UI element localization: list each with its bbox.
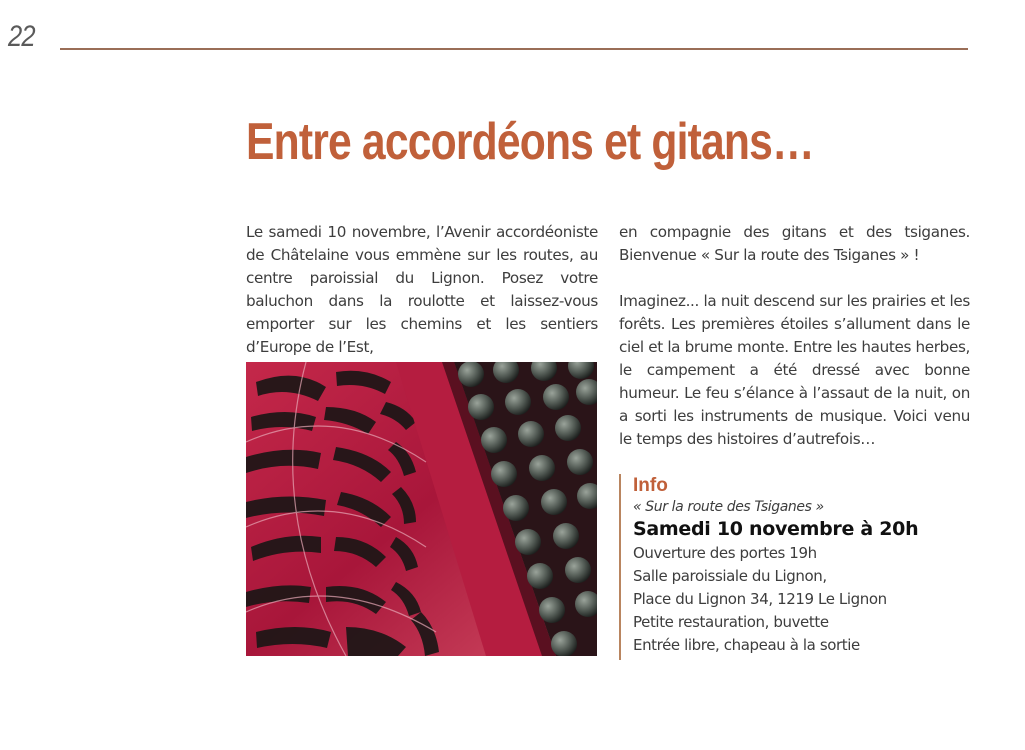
info-line: Ouverture des portes 19h [633, 544, 817, 562]
left-column [246, 221, 598, 359]
paragraph: Le samedi 10 novembre, l’Avenir accordéoniste de Châtelaine vous emmène sur les routes, au centre paroissial du Lignon. Posez votre baluchon dans la roulotte et laissez-vous emporter sur les chemins et les sentiers d’Europe de l’Est, [246, 223, 598, 356]
info-heading: Info [633, 475, 668, 496]
accordion-photo [246, 362, 597, 656]
info-line: Petite restauration, buvette [633, 613, 829, 631]
paragraph: Imaginez... la nuit descend sur les prairies et les forêts. Les premières étoiles s’allument dans le ciel et la brume monte. Entre les hautes herbes, le campement a été dressé avec bonne humeur. Le feu s’élance à l’assaut de la nuit, on a sorti les instruments de musique. Voici venu le temps des histoires d’autrefois… [619, 292, 970, 448]
info-line: Place du Lignon 34, 1219 Le Lignon [633, 590, 887, 608]
right-column [619, 221, 970, 451]
header-rule [60, 48, 968, 50]
info-line: Entrée libre, chapeau à la sortie [633, 636, 860, 654]
info-date: Samedi 10 novembre à 20h [633, 518, 919, 540]
info-line: Salle paroissiale du Lignon, [633, 567, 827, 585]
page-number: 22 [8, 20, 35, 53]
article-title: Entre accordéons et gitans… [246, 113, 814, 171]
paragraph: en compagnie des gitans et des tsiganes. Bienvenue « Sur la route des Tsiganes » ! [619, 223, 970, 264]
info-box [619, 474, 953, 660]
info-subtitle: « Sur la route des Tsiganes » [633, 499, 824, 515]
